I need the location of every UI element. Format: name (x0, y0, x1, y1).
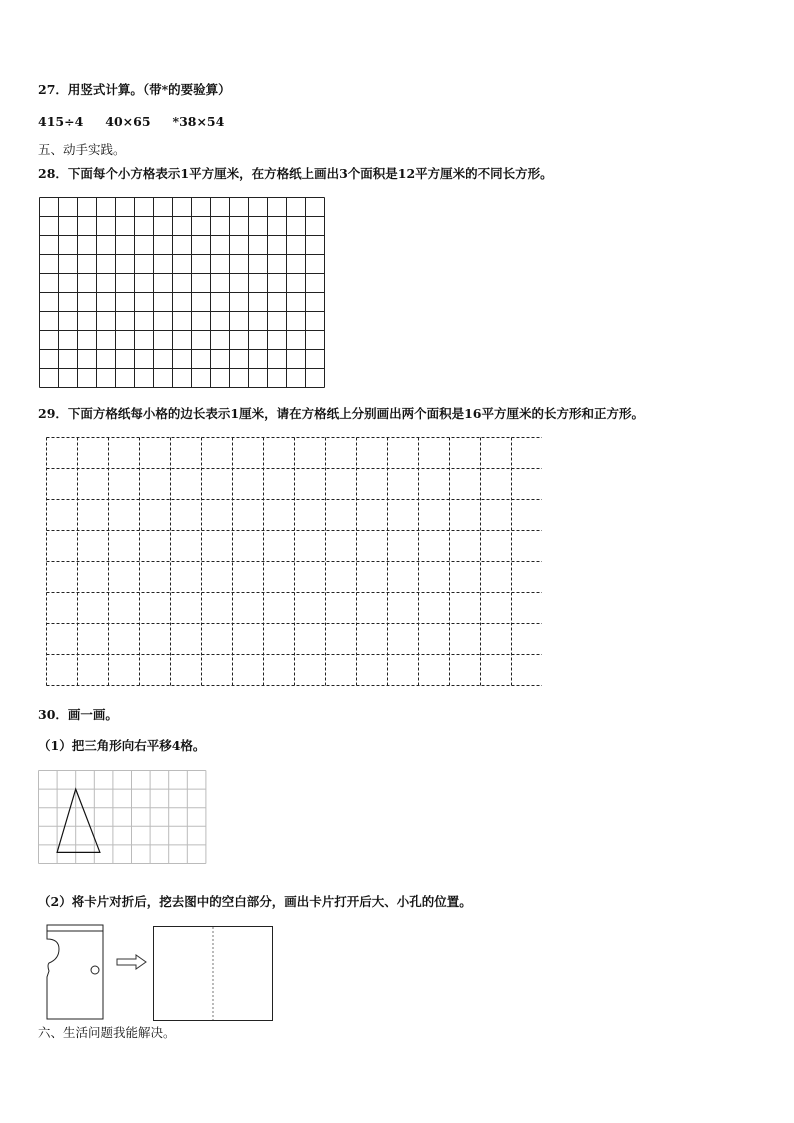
q30-label: 30．画一画。 (38, 707, 118, 722)
right-arrow-icon (116, 954, 148, 970)
q27-label: 27．用竖式计算。（带*的要验算） (38, 82, 231, 97)
unfolded-card-answer-area[interactable] (153, 926, 275, 1023)
q30-part1-label: （1）把三角形向右平移4格。 (38, 738, 206, 753)
q28-grid[interactable] (39, 197, 327, 389)
q30-part2-label: （2）将卡片对折后，挖去图中的空白部分，画出卡片打开后大、小孔的位置。 (38, 894, 472, 909)
q27-expressions (38, 114, 246, 130)
q27-expr-2: 40×65 (105, 114, 151, 129)
q30-translation-grid[interactable] (38, 770, 208, 877)
folded-card-figure (43, 921, 111, 1021)
small-hole-icon (91, 966, 99, 974)
section5-title: 五、动手实践。 (38, 142, 126, 157)
section6-title: 六、生活问题我能解决。 (38, 1025, 176, 1040)
q28-label: 28．下面每个小方格表示1平方厘米，在方格纸上画出3个面积是12平方厘米的不同长方形。 (38, 166, 553, 181)
q27-expr-1: 415÷4 (38, 114, 84, 129)
q27-expr-3: *38×54 (172, 114, 225, 129)
q29-grid[interactable] (46, 437, 542, 693)
q29-label: 29．下面方格纸每小格的边长表示1厘米，请在方格纸上分别画出两个面积是16平方厘米的长方形和正方形。 (38, 406, 644, 421)
triangle-shape (57, 789, 100, 852)
